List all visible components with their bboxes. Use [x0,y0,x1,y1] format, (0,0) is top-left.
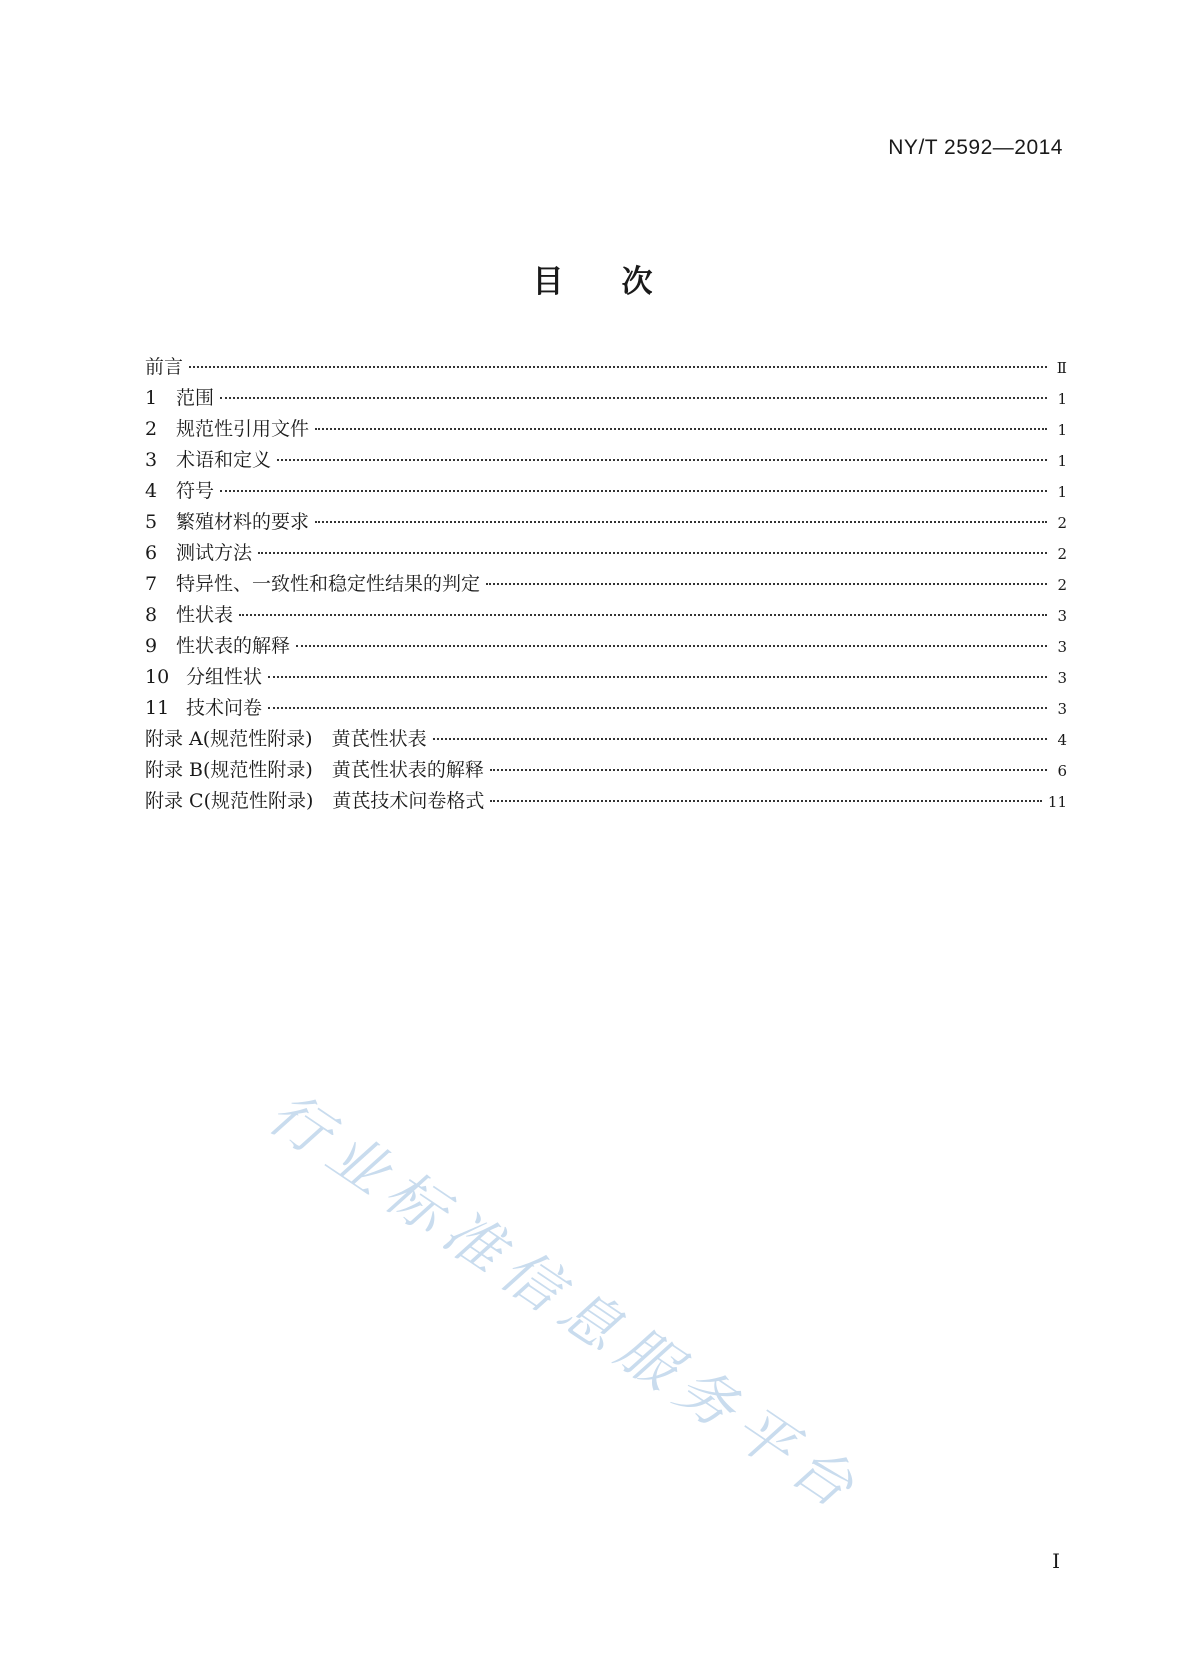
toc-label: 测试方法 [176,542,253,564]
toc-label: 范围 [176,387,215,409]
toc-page: 1 [1057,421,1067,439]
toc-number: 3 [145,449,158,471]
toc-entry-7[interactable] [145,569,1067,600]
toc-label: 性状表的解释 [176,635,291,657]
toc-entry-6[interactable] [145,538,1067,569]
toc-leader [268,676,1047,678]
toc-entry-8[interactable] [145,600,1067,631]
toc-entry-4[interactable] [145,476,1067,507]
toc-page: 2 [1057,576,1067,594]
toc-entry-10[interactable] [145,662,1067,693]
toc-entry-appendix-a[interactable] [145,724,1067,755]
toc-label: 技术问卷 [186,697,263,719]
toc-number: 6 [145,542,158,564]
toc-label: 附录 B(规范性附录) 黄芪性状表的解释 [145,759,484,781]
toc-leader [258,552,1047,554]
toc-leader [490,769,1047,771]
toc-page: 1 [1057,483,1067,501]
toc-page: 2 [1057,514,1067,532]
toc-entry-appendix-b[interactable] [145,755,1067,786]
toc-leader [433,738,1047,740]
standard-code: NY/T 2592—2014 [888,136,1063,159]
toc-number: 10 [145,666,170,688]
toc-page: 1 [1057,390,1067,408]
toc-number: 1 [145,387,158,409]
toc-number: 9 [145,635,158,657]
toc-leader [239,614,1047,616]
toc-label: 前言 [145,356,184,378]
toc-label: 附录 A(规范性附录) 黄芪性状表 [145,728,427,750]
toc-number: 2 [145,418,158,440]
toc-number: 8 [145,604,158,626]
toc-number: 5 [145,511,158,533]
toc-entry-5[interactable] [145,507,1067,538]
toc-label: 符号 [176,480,215,502]
toc-entry-9[interactable] [145,631,1067,662]
toc-page: 3 [1057,638,1067,656]
toc-label: 术语和定义 [176,449,272,471]
toc-page: 6 [1057,762,1067,780]
toc-entry-1[interactable] [145,383,1067,414]
toc-leader [220,397,1047,399]
toc-number: 11 [145,697,170,719]
toc-page: 11 [1047,793,1067,811]
toc-entry-2[interactable] [145,414,1067,445]
toc-label: 性状表 [176,604,234,626]
toc-entry-foreword[interactable] [145,352,1067,383]
page-number: Ⅰ [1052,1549,1060,1573]
toc-leader [189,366,1047,368]
toc-label: 附录 C(规范性附录) 黄芪技术问卷格式 [145,790,485,812]
page-title: 目次 [532,264,711,300]
toc-leader [490,800,1042,802]
toc-page: 3 [1057,607,1067,625]
toc-leader [220,490,1047,492]
toc-label: 分组性状 [186,666,263,688]
toc-number: 4 [145,480,158,502]
toc-number: 7 [145,573,158,595]
toc-label: 特异性、一致性和稳定性结果的判定 [176,573,481,595]
table-of-contents [145,352,1067,817]
toc-entry-3[interactable] [145,445,1067,476]
toc-leader [268,707,1047,709]
toc-page: 1 [1057,452,1067,470]
toc-leader [296,645,1047,647]
toc-page: Ⅱ [1056,359,1067,377]
toc-entry-appendix-c[interactable] [145,786,1067,817]
toc-label: 繁殖材料的要求 [176,511,310,533]
toc-page: 3 [1057,700,1067,718]
toc-page: 3 [1057,669,1067,687]
toc-leader [315,428,1047,430]
toc-label: 规范性引用文件 [176,418,310,440]
toc-leader [486,583,1047,585]
toc-page: 2 [1057,545,1067,563]
toc-page: 4 [1057,731,1067,749]
toc-leader [277,459,1047,461]
toc-entry-11[interactable] [145,693,1067,724]
watermark: 行业标准信息服务平台 [256,1078,876,1527]
toc-leader [315,521,1047,523]
